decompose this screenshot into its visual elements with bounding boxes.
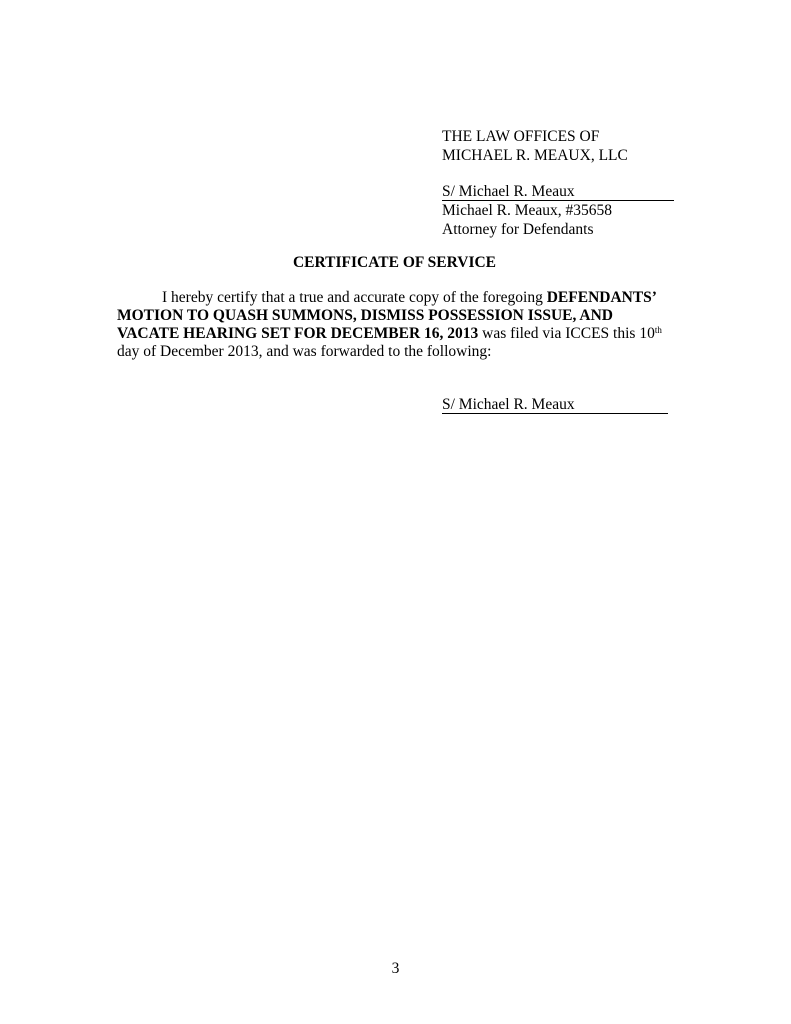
page-number: 3 [391, 960, 400, 977]
certificate-end-text: day of December 2013, and was forwarded to the following: [117, 343, 492, 360]
law-firm-name [442, 128, 628, 166]
certificate-signature-block [442, 396, 668, 414]
certificate-heading: CERTIFICATE OF SERVICE [292, 254, 497, 271]
firm-line-2: MICHAEL R. MEAUX, LLC [442, 147, 628, 164]
ordinal-suffix: th [654, 325, 662, 335]
certificate-filed-text: was filed via ICCES this 10 [478, 325, 655, 342]
certificate-body [117, 289, 677, 361]
certificate-signature: S/ Michael R. Meaux [442, 397, 668, 414]
certificate-intro-text: I hereby certify that a true and accurate copy of the foregoing [162, 289, 547, 306]
attorney-signature-block [442, 183, 674, 240]
firm-line-1: THE LAW OFFICES OF [442, 128, 600, 145]
attorney-name-bar-number: Michael R. Meaux, #35658 [442, 202, 613, 219]
attorney-signature: S/ Michael R. Meaux [442, 184, 674, 201]
motion-title: DEFENDANTS’ MOTION TO QUASH SUMMONS, DISMISS POSSESSION ISSUE, AND VACATE HEARING SET FOR DECEMBER 16, 2013 [117, 289, 656, 342]
attorney-role: Attorney for Defendants [442, 221, 594, 238]
